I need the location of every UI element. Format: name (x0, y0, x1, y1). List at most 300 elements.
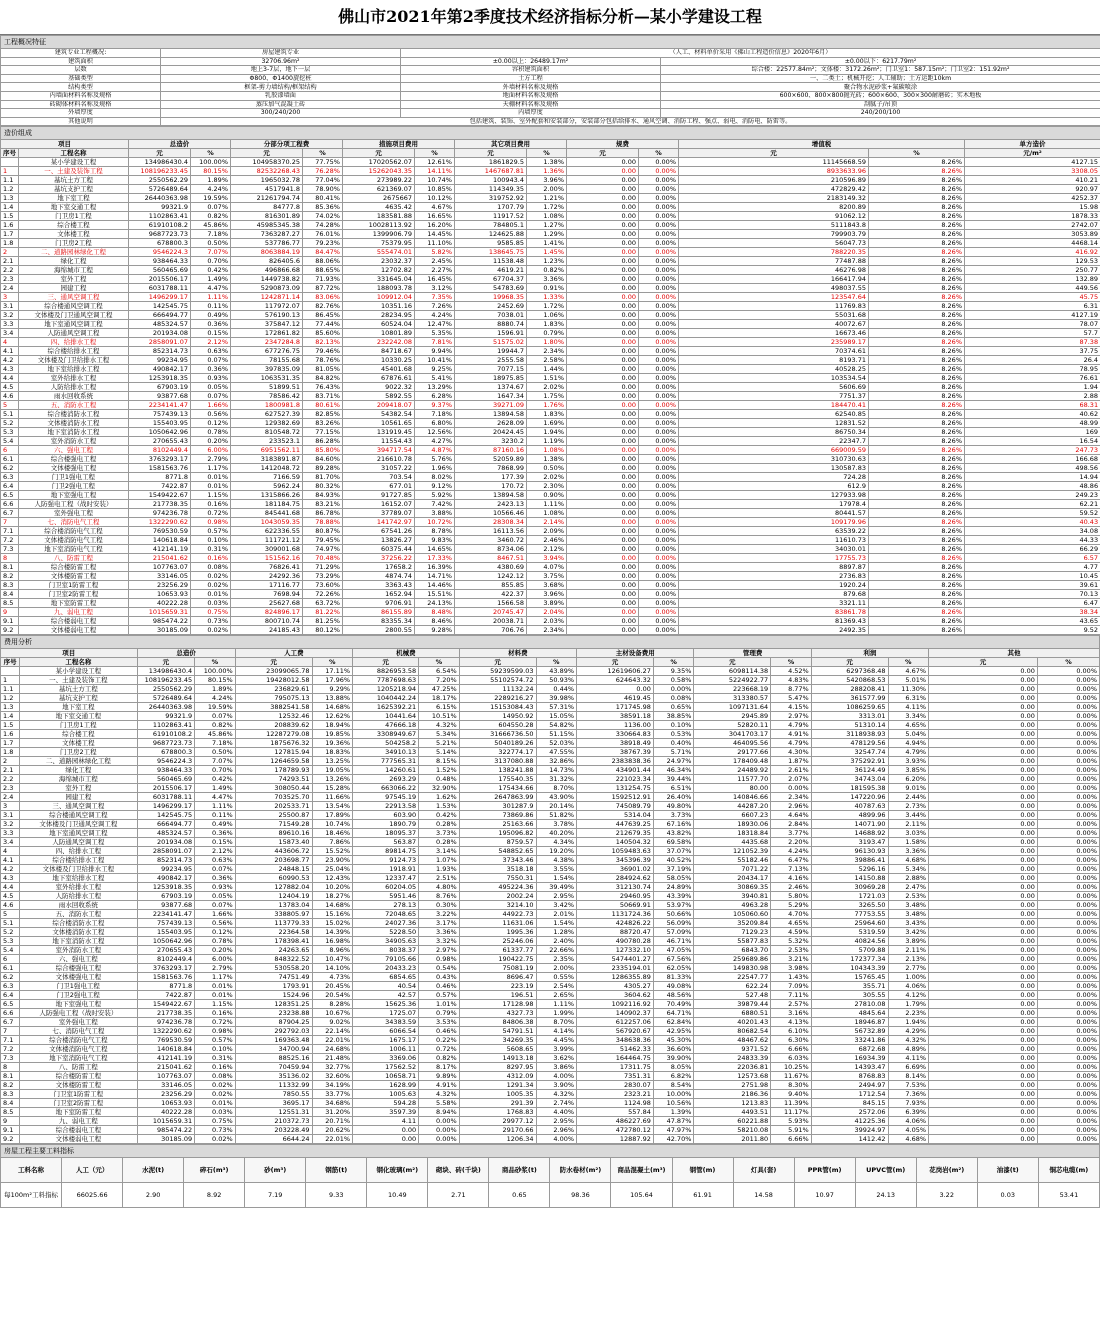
fee-cell: 0.00 (929, 1027, 1038, 1036)
fee-cell: 1 (1, 676, 20, 685)
fee-cell: 4.1 (1, 856, 20, 865)
fee-cell: 169363.48 (235, 1036, 312, 1045)
cost-cell: 0.00% (639, 302, 679, 311)
overview-label: 容积建筑面积 (401, 66, 661, 75)
cost-cell: 46276.98 (679, 266, 869, 275)
fee-cell: 50669.91 (577, 901, 654, 910)
fee-cell: 4.16% (771, 874, 812, 883)
cost-cell: 879.68 (679, 590, 869, 599)
cost-row (1, 518, 1100, 527)
cost-header: 规费 (567, 140, 679, 149)
fee-cell: 32.86% (536, 757, 577, 766)
material-header-row (1, 1158, 1100, 1183)
fee-cell: 6.2 (1, 973, 20, 982)
cost-subheader: % (869, 149, 965, 158)
fee-cell: 47.97% (653, 1126, 694, 1135)
project-name: 文体楼工程 (20, 739, 137, 748)
fee-cell: 26.40% (653, 793, 694, 802)
fee-row (1, 757, 1100, 766)
cost-cell: 22347.7 (679, 437, 869, 446)
cost-row (1, 581, 1100, 590)
fee-cell: 18318.84 (694, 829, 771, 838)
cost-cell: 416.92 (965, 248, 1100, 257)
fee-cell: 45.86% (195, 730, 236, 739)
fee-cell: 938464.33 (137, 766, 195, 775)
fee-cell: 15.16% (312, 910, 353, 919)
cost-cell: 0.00 (567, 572, 639, 581)
fee-cell: 79105.66 (353, 955, 419, 964)
fee-cell: 46.71% (653, 937, 694, 946)
cost-cell: 375847.12 (231, 320, 303, 329)
fee-cell: 96130.93 (811, 847, 888, 856)
cost-cell: 86.28% (303, 437, 343, 446)
cost-cell: 9706.91 (343, 599, 415, 608)
cost-cell: 2.34% (527, 626, 567, 635)
fee-cell: 2.61% (771, 766, 812, 775)
fee-cell: 175434.66 (459, 784, 536, 793)
fee-cell: 6.3 (1, 982, 20, 991)
cost-cell: 87160.16 (455, 446, 527, 455)
project-name: 文体楼消防水工程 (19, 419, 129, 428)
fee-cell: 0.00 (929, 811, 1038, 820)
fee-cell: 2.2 (1, 775, 20, 784)
cost-cell: 0.08% (191, 563, 231, 572)
cost-cell: 8.26% (869, 572, 965, 581)
fee-cell: 0.00% (1037, 694, 1099, 703)
fee-cell: 51.82% (536, 811, 577, 820)
fee-cell: 0.42% (419, 811, 460, 820)
fee-cell: 8297.95 (459, 1063, 536, 1072)
cost-cell: 8102449.4 (129, 446, 191, 455)
project-name: 七、消防电气工程 (19, 518, 129, 527)
fee-row (1, 973, 1100, 982)
fee-subheader: 元 (353, 658, 419, 667)
fee-cell: 8.3 (1, 1090, 20, 1099)
cost-cell: 769530.59 (129, 527, 191, 536)
cost-cell: 4635.42 (343, 203, 415, 212)
fee-cell: 34.68% (312, 1099, 353, 1108)
cost-row (1, 275, 1100, 284)
cost-cell: 7868.99 (455, 464, 527, 473)
cost-cell: 12831.52 (679, 419, 869, 428)
fee-cell: 51310.14 (811, 721, 888, 730)
fee-cell: 2647863.99 (459, 793, 536, 802)
cost-cell: 6031788.11 (129, 284, 191, 293)
fee-cell: 121052.39 (694, 847, 771, 856)
cost-cell: 155403.95 (129, 419, 191, 428)
cost-cell: 84.60% (303, 455, 343, 464)
fee-cell: 0.00% (1037, 676, 1099, 685)
fee-cell: 0.00 (929, 694, 1038, 703)
cost-cell: 8.3 (1, 581, 19, 590)
cost-cell: 0.00% (639, 239, 679, 248)
fee-cell: 0.79% (419, 1009, 460, 1018)
fee-cell: 0.00% (1037, 1000, 1099, 1009)
project-name: 文体楼防雷工程 (19, 572, 129, 581)
fee-cell: 0.00% (1037, 874, 1099, 883)
cost-cell: 2742.07 (965, 221, 1100, 230)
cost-cell: 11554.43 (343, 437, 415, 446)
fee-cell: 11132.24 (459, 685, 536, 694)
cost-cell: 74.28% (303, 221, 343, 230)
cost-cell: 3.2 (1, 311, 19, 320)
fee-cell: 2.20% (771, 838, 812, 847)
project-name: 二、道路园林绿化工程 (20, 757, 137, 766)
fee-cell: 1.54% (536, 919, 577, 928)
fee-cell: 7.07% (195, 757, 236, 766)
cost-cell: 1.33% (527, 293, 567, 302)
cost-row (1, 212, 1100, 221)
cost-cell: 8.26% (869, 491, 965, 500)
fee-cell: 3.86% (536, 1063, 577, 1072)
project-name: 地下室强电工程 (19, 491, 129, 500)
project-name: 基坑土方工程 (19, 176, 129, 185)
fee-cell: 5951.46 (353, 892, 419, 901)
fee-cell: 0.98% (195, 1027, 236, 1036)
project-name: 综合楼给排水工程 (20, 856, 137, 865)
cost-cell: 8.26% (869, 302, 965, 311)
fee-cell: 52820.11 (694, 721, 771, 730)
cost-cell: 2347284.8 (231, 338, 303, 347)
cost-cell: 45.75 (965, 293, 1100, 302)
cost-cell: 3053.89 (965, 230, 1100, 239)
project-name: 地下室强电工程 (20, 1000, 137, 1009)
fee-cell: 604550.28 (459, 721, 536, 730)
cost-cell: 4.07% (527, 563, 567, 572)
material-value: 10.49 (367, 1183, 428, 1208)
fee-cell: 0.00 (929, 865, 1038, 874)
cost-cell: 59.52 (965, 509, 1100, 518)
overview-table (0, 35, 1100, 126)
project-name: 文体楼强电工程 (19, 464, 129, 473)
overview-label: 外墙材料名称及规格 (401, 83, 661, 92)
fee-row (1, 721, 1100, 730)
cost-cell: 4874.74 (343, 572, 415, 581)
fee-cell: 128351.25 (235, 1000, 312, 1009)
fee-cell: 0.00% (1037, 667, 1099, 676)
fee-cell: 4.14% (536, 1027, 577, 1036)
fee-cell: 1.15% (195, 1000, 236, 1009)
cost-row (1, 203, 1100, 212)
cost-cell: 80.32% (303, 482, 343, 491)
fee-cell: 9 (1, 1117, 20, 1126)
fee-row (1, 1099, 1100, 1108)
project-name: 地下室给排水工程 (20, 874, 137, 883)
cost-cell: 1.44% (527, 365, 567, 374)
cost-cell: 3321.11 (679, 599, 869, 608)
overview-value: 乳胶漆墙面 (161, 91, 401, 100)
cost-cell: 20424.45 (455, 428, 527, 437)
cost-cell: 84.47% (303, 248, 343, 257)
fee-cell: 34383.59 (353, 1018, 419, 1027)
fee-cell: 464095.56 (694, 739, 771, 748)
project-name: 一、土建及装饰工程 (19, 167, 129, 176)
fee-cell: 14.68% (312, 703, 353, 712)
cost-cell: 79.46% (303, 347, 343, 356)
cost-cell: 422.37 (455, 590, 527, 599)
cost-cell: 1.69% (527, 419, 567, 428)
cost-cell: 28234.95 (343, 311, 415, 320)
fee-cell: 530558.20 (235, 964, 312, 973)
fee-cell: 0.65% (653, 703, 694, 712)
fee-cell: 12.43% (312, 874, 353, 883)
fee-cell: 9371.52 (694, 1045, 771, 1054)
fee-cell: 0.00 (929, 1045, 1038, 1054)
cost-cell: 560465.69 (129, 266, 191, 275)
cost-cell: 16673.46 (679, 329, 869, 338)
fee-cell: 6297368.48 (811, 667, 888, 676)
fee-cell: 1.66% (195, 910, 236, 919)
fee-cell: 75081.19 (459, 964, 536, 973)
cost-cell: 0.00 (567, 167, 639, 176)
overview-label: 建筑专业工程概况: (1, 49, 161, 58)
overview-value: ±0.00以上：26489.17m² (401, 57, 661, 66)
cost-cell: 37256.22 (343, 554, 415, 563)
fee-cell: 8.70% (536, 784, 577, 793)
fee-cell: 6.69% (888, 1063, 929, 1072)
cost-cell: 938464.33 (129, 257, 191, 266)
cost-cell: 8.26% (869, 194, 965, 203)
cost-cell: 0.00% (639, 338, 679, 347)
fee-cell: 33146.05 (137, 1081, 195, 1090)
fee-row (1, 1063, 1100, 1072)
fee-cell: 2.88% (888, 874, 929, 883)
fee-cell: 412141.19 (137, 1054, 195, 1063)
cost-cell: 0.00 (567, 356, 639, 365)
cost-cell: 0.00 (567, 329, 639, 338)
cost-cell: 1.08% (527, 509, 567, 518)
project-name: 文体楼及门卫通风空调工程 (20, 820, 137, 829)
fee-cell: 0.00 (929, 802, 1038, 811)
fee-cell: 40787.63 (811, 802, 888, 811)
material-header: 油漆(t) (977, 1158, 1038, 1183)
cost-cell: 8.26% (869, 365, 965, 374)
cost-cell: 0.00% (639, 401, 679, 410)
fee-cell: 10.00% (653, 1090, 694, 1099)
fee-cell: 37.19% (653, 865, 694, 874)
cost-cell: 8.26% (869, 239, 965, 248)
fee-cell: 594.28 (353, 1099, 419, 1108)
fee-cell: 0.00 (353, 1135, 419, 1144)
cost-subheader: 元 (129, 149, 191, 158)
fee-cell: 19.59% (195, 703, 236, 712)
fee-cell: 33241.86 (811, 1036, 888, 1045)
fee-cell: 39.90% (653, 1054, 694, 1063)
fee-cell: 769530.59 (137, 1036, 195, 1045)
cost-cell: 20038.71 (455, 617, 527, 626)
cost-cell: 82.76% (303, 302, 343, 311)
overview-row (1, 117, 1100, 126)
fee-cell: 0.00% (1037, 1072, 1099, 1081)
cost-cell: 8.26% (869, 221, 965, 230)
fee-cell: 4.11% (888, 703, 929, 712)
fee-cell: 3882541.58 (235, 703, 312, 712)
fee-cell: 0.00% (1037, 1135, 1099, 1144)
cost-cell: 16113.56 (455, 527, 527, 536)
fee-cell: 3.55% (536, 865, 577, 874)
project-name: 七、消防电气工程 (20, 1027, 137, 1036)
cost-cell: 6951562.11 (231, 446, 303, 455)
fee-cell: 2.13% (888, 955, 929, 964)
fee-cell: 0.78% (195, 937, 236, 946)
fee-cell: 284924.62 (577, 874, 654, 883)
fee-cell: 0.00 (929, 757, 1038, 766)
cost-cell: 79.23% (303, 239, 343, 248)
fee-cell: 1628.99 (353, 1081, 419, 1090)
cost-cell: 0.00 (567, 248, 639, 257)
cost-cell: 9.37% (415, 401, 455, 410)
cost-cell: 331645.04 (343, 275, 415, 284)
fee-cell: 486227.69 (577, 1117, 654, 1126)
cost-cell: 7077.15 (455, 365, 527, 374)
fee-cell: 2.97% (771, 712, 812, 721)
cost-row (1, 185, 1100, 194)
cost-cell: 2.88 (965, 392, 1100, 401)
cost-row (1, 590, 1100, 599)
fee-cell: 1124.98 (577, 1099, 654, 1108)
cost-cell: 8.26% (869, 599, 965, 608)
cost-cell: 0.00 (567, 158, 639, 167)
fee-cell: 5.1 (1, 919, 20, 928)
cost-subheader: 元 (455, 149, 527, 158)
cost-cell: 8.26% (869, 536, 965, 545)
fee-cell: 3118938.93 (811, 730, 888, 739)
fee-cell: 12551.31 (235, 1108, 312, 1117)
fee-cell: 2.54% (536, 982, 577, 991)
fee-row (1, 1117, 1100, 1126)
cost-cell: 0.00% (639, 563, 679, 572)
fee-cell: 0.73% (195, 1126, 236, 1135)
cost-cell: 7.26% (415, 302, 455, 311)
fee-subheader-row (1, 658, 1100, 667)
fee-cell: 4.52% (771, 667, 812, 676)
project-name: 综合楼通风空调工程 (19, 302, 129, 311)
fee-cell: 31.20% (312, 1108, 353, 1117)
cost-cell: 17978.4 (679, 500, 869, 509)
cost-cell: 4517941.8 (231, 185, 303, 194)
project-name: 地下室交通工程 (19, 203, 129, 212)
project-name: 综合楼消防水工程 (20, 919, 137, 928)
fee-cell: 0.46% (419, 982, 460, 991)
fee-cell: 2383838.36 (577, 757, 654, 766)
fee-cell: 338805.97 (235, 910, 312, 919)
cost-cell: 0.00% (639, 527, 679, 536)
fee-cell: 4.47% (195, 793, 236, 802)
fee-cell: 0.00% (1037, 1117, 1099, 1126)
cost-cell: 6.47 (965, 599, 1100, 608)
fee-cell: 22364.58 (235, 928, 312, 937)
fee-cell: 0.00% (771, 784, 812, 793)
cost-cell: 11769.83 (679, 302, 869, 311)
fee-cell: 32.77% (312, 1063, 353, 1072)
fee-cell: 39.49% (536, 883, 577, 892)
fee-cell: 0.00 (929, 748, 1038, 757)
cost-cell: 61910108.2 (129, 221, 191, 230)
fee-cell: 2693.29 (353, 775, 419, 784)
fee-cell: 51.15% (536, 730, 577, 739)
cost-cell: 86750.34 (679, 428, 869, 437)
fee-cell: 9.35% (653, 667, 694, 676)
fee-cell: 1.39% (653, 1108, 694, 1117)
fee-cell: 21.48% (312, 1054, 353, 1063)
fee-cell: 80682.54 (694, 1027, 771, 1036)
project-name: 文体楼工程 (19, 230, 129, 239)
cost-cell: 77.75% (303, 158, 343, 167)
fee-cell: 0.00% (1037, 1054, 1099, 1063)
fee-cell: 203698.77 (235, 856, 312, 865)
cost-cell: 87.72% (303, 284, 343, 293)
fee-cell: 447639.25 (577, 820, 654, 829)
cost-row (1, 464, 1100, 473)
fee-cell: 3.32% (419, 937, 460, 946)
fee-cell: 560465.69 (137, 775, 195, 784)
cost-cell: 0.00 (567, 518, 639, 527)
fee-cell: 40222.28 (137, 1108, 195, 1117)
cost-cell: 10801.89 (343, 329, 415, 338)
cost-cell: 81.22% (303, 608, 343, 617)
fee-cell: 24027.36 (353, 919, 419, 928)
cost-cell: 72.26% (303, 590, 343, 599)
fee-cell: 5726489.64 (137, 694, 195, 703)
cost-cell: 8.02% (415, 473, 455, 482)
material-value: 14.58 (733, 1183, 794, 1208)
cost-cell: 0.00% (639, 383, 679, 392)
fee-cell: 4.70% (771, 910, 812, 919)
fee-cell: 18.17% (419, 694, 460, 703)
fee-row (1, 946, 1100, 955)
cost-cell: 0.00 (567, 410, 639, 419)
cost-cell: 111721.12 (231, 536, 303, 545)
fee-cell: 3.21% (771, 955, 812, 964)
fee-cell: 34269.35 (459, 1036, 536, 1045)
cost-cell: 4.24% (191, 185, 231, 194)
fee-cell: 17.11% (312, 667, 353, 676)
cost-subheader: % (527, 149, 567, 158)
fee-cell: 0.00% (1037, 991, 1099, 1000)
fee-cell: 34743.04 (811, 775, 888, 784)
cost-cell: 1063531.35 (231, 374, 303, 383)
fee-cell: 0.28% (419, 838, 460, 847)
project-name: 人防通风空调工程 (19, 329, 129, 338)
fee-row (1, 676, 1100, 685)
cost-cell: 496866.68 (231, 266, 303, 275)
cost-cell: 250.77 (965, 266, 1100, 275)
cost-cell: 4.47% (191, 284, 231, 293)
fee-subheader: % (1037, 658, 1099, 667)
project-name: 地下室防雷工程 (20, 1108, 137, 1117)
cost-cell: 1.89% (191, 176, 231, 185)
cost-cell: 0.00% (639, 257, 679, 266)
cost-cell: 799903.79 (679, 230, 869, 239)
fee-cell: 9687723.73 (137, 739, 195, 748)
project-name: 综合楼防雷工程 (19, 563, 129, 572)
cost-cell: 31057.22 (343, 464, 415, 473)
cost-cell: 0.00% (639, 626, 679, 635)
cost-row (1, 230, 1100, 239)
fee-cell: 25.04% (312, 865, 353, 874)
fee-cell: 0.07% (195, 865, 236, 874)
fee-cell: 196.51 (459, 991, 536, 1000)
cost-row (1, 500, 1100, 509)
fee-cell: 845.15 (811, 1099, 888, 1108)
fee-cell: 2.23% (888, 1009, 929, 1018)
fee-cell: 62.05% (653, 964, 694, 973)
fee-cell: 42.70% (653, 1135, 694, 1144)
cost-cell: 83.71% (303, 392, 343, 401)
fee-cell: 0.31% (195, 1054, 236, 1063)
fee-cell: 70.49% (653, 1000, 694, 1009)
fee-cell: 1.93% (419, 865, 460, 874)
